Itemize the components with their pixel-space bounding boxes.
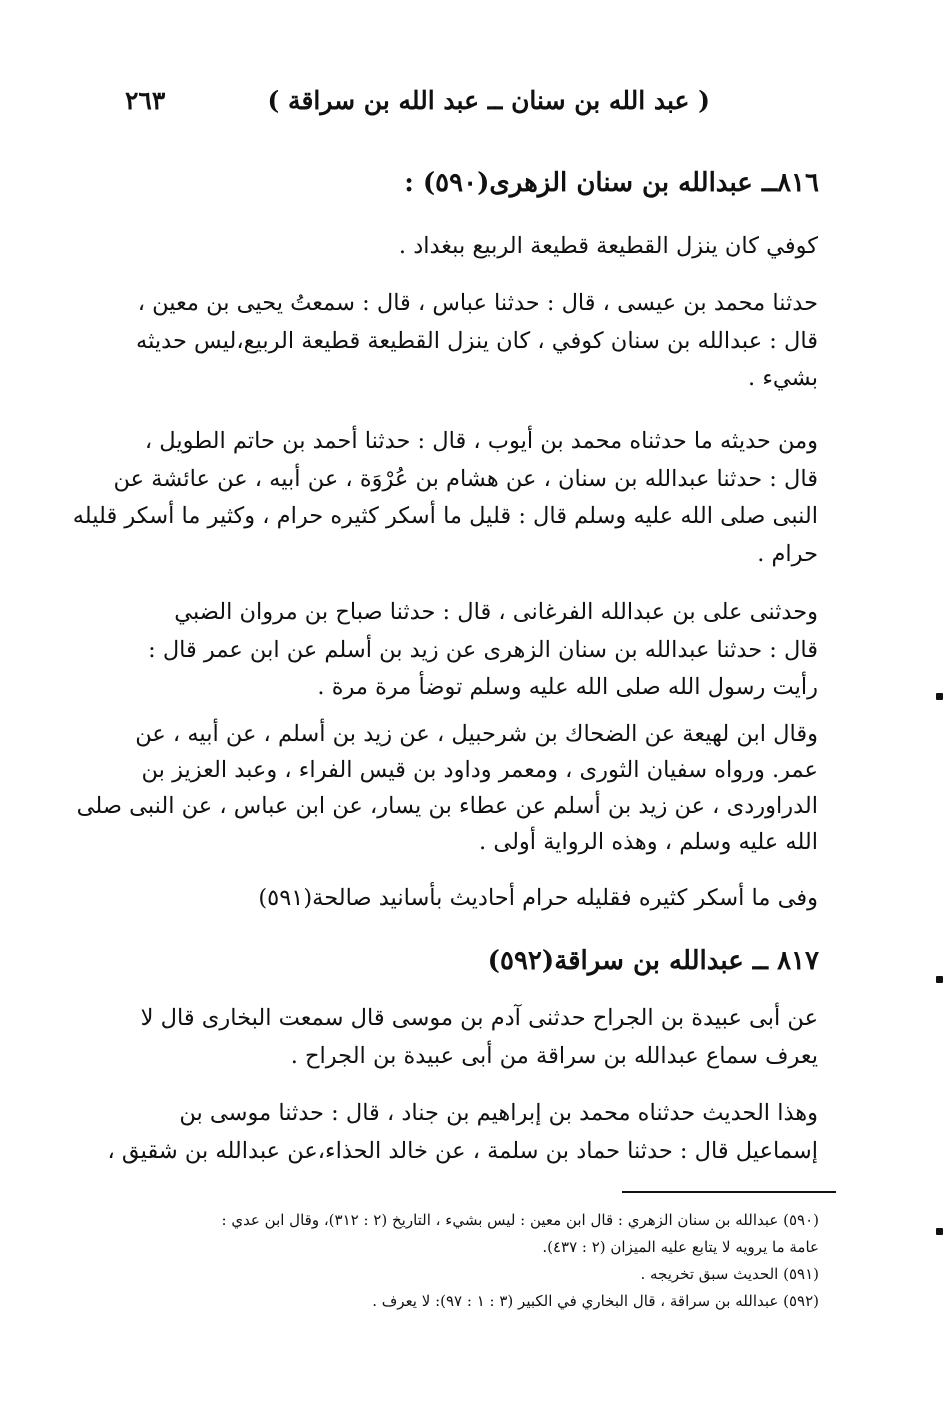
text-line: قال : حدثنا عبدالله بن سنان الزهرى عن زيد بن أسلم عن ابن عمر قال :: [148, 636, 818, 663]
text-line: يعرف سماع عبدالله بن سراقة من أبى عبيدة بن الجراح .: [290, 1042, 818, 1069]
header-title: ( عبد الله بن سنان ــ عبد الله بن سراقة ): [267, 86, 710, 115]
paragraph: [72, 423, 818, 573]
paragraph: [128, 1000, 818, 1075]
text-line: حرام .: [757, 540, 818, 567]
footnote-line: (٥٩٢) عبدالله بن سراقة ، قال البخاري في الكبير (٣ : ١ : ٩٧): لا يعرف .: [372, 1292, 819, 1310]
entry-heading: ٨١٦ــ عبدالله بن سنان الزهرى(٥٩٠) :: [404, 168, 819, 198]
paragraph: [128, 880, 818, 918]
text-line: عن أبى عبيدة بن الجراح حدثنى آدم بن موسى قال سمعت البخارى قال لا: [140, 1005, 818, 1031]
text-line: وهذا الحديث حدثناه محمد بن إبراهيم بن جناد ، قال : حدثنا موسى بن: [179, 1100, 818, 1126]
page-number: ٢٦٣: [125, 86, 166, 115]
footnote-separator: [622, 1191, 836, 1193]
footnote-line: (٥٩٠) عبدالله بن سنان الزهري : قال ابن معين : ليس بشيء ، التاريخ (٢ : ٣١٢)، وقال ابن عدي :: [221, 1211, 819, 1229]
entry-heading: ٨١٧ ــ عبدالله بن سراقة(٥٩٢): [487, 946, 819, 976]
text-line: الدراوردى ، عن زيد بن أسلم عن عطاء بن يسار، عن ابن عباس ، عن النبى صلى: [76, 793, 818, 819]
text-line: وقال ابن لهيعة عن الضحاك بن شرحبيل ، عن زيد بن أسلم ، عن أبيه ، عن: [135, 721, 818, 747]
text-line: رأيت رسول الله صلى الله عليه وسلم توضأ مرة مرة .: [317, 674, 818, 700]
paragraph: [76, 716, 818, 860]
text-line: النبى صلى الله عليه وسلم قال : قليل ما أسكر كثيره حرام ، وكثير ما أسكر قليله: [72, 503, 818, 529]
text-line: قال : عبدالله بن سنان كوفي ، كان ينزل القطيعة قطيعة الربيع،ليس حديثه: [136, 327, 818, 354]
text-line: قال : حدثنا عبدالله بن سنان ، عن هشام بن عُرْوَة ، عن أبيه ، عن عائشة عن: [113, 465, 818, 492]
scan-mark: [936, 976, 943, 983]
running-header: [120, 86, 820, 126]
paragraph: [128, 594, 818, 707]
paragraph: [107, 1095, 818, 1170]
text-line: وفى ما أسكر كثيره فقليله حرام أحاديث بأسانيد صالحة(٥٩١): [258, 885, 818, 911]
text-line: بشيء .: [748, 365, 818, 391]
paragraph: [128, 228, 818, 266]
scan-mark: [936, 1228, 943, 1235]
footnote-line: عامة ما يرويه لا يتابع عليه الميزان (٢ : ٤٣٧).: [542, 1238, 819, 1256]
text-line: الله عليه وسلم ، وهذه الرواية أولى .: [479, 829, 818, 855]
text-line: ومن حديثه ما حدثناه محمد بن أيوب ، قال : حدثنا أحمد بن حاتم الطويل ،: [144, 428, 818, 454]
paragraph: [128, 285, 818, 398]
text-line: إسماعيل قال : حدثنا حماد بن سلمة ، عن خالد الحذاء،عن عبدالله بن شقيق ،: [107, 1137, 818, 1164]
scan-mark: [936, 693, 943, 700]
text-line: حدثنا محمد بن عيسى ، قال : حدثنا عباس ، قال : سمعتُ يحيى بن معين ،: [137, 290, 818, 316]
text-line: عمر. ورواه سفيان الثورى ، ومعمر وداود بن قيس الفراء ، وعبد العزيز بن: [141, 757, 818, 783]
text-line: وحدثنى على بن عبدالله الفرغانى ، قال : حدثنا صباح بن مروان الضبي: [174, 599, 818, 625]
text-line: كوفي كان ينزل القطيعة قطيعة الربيع ببغداد .: [398, 233, 818, 259]
footnote-line: (٥٩١) الحديث سبق تخريجه .: [640, 1265, 819, 1283]
